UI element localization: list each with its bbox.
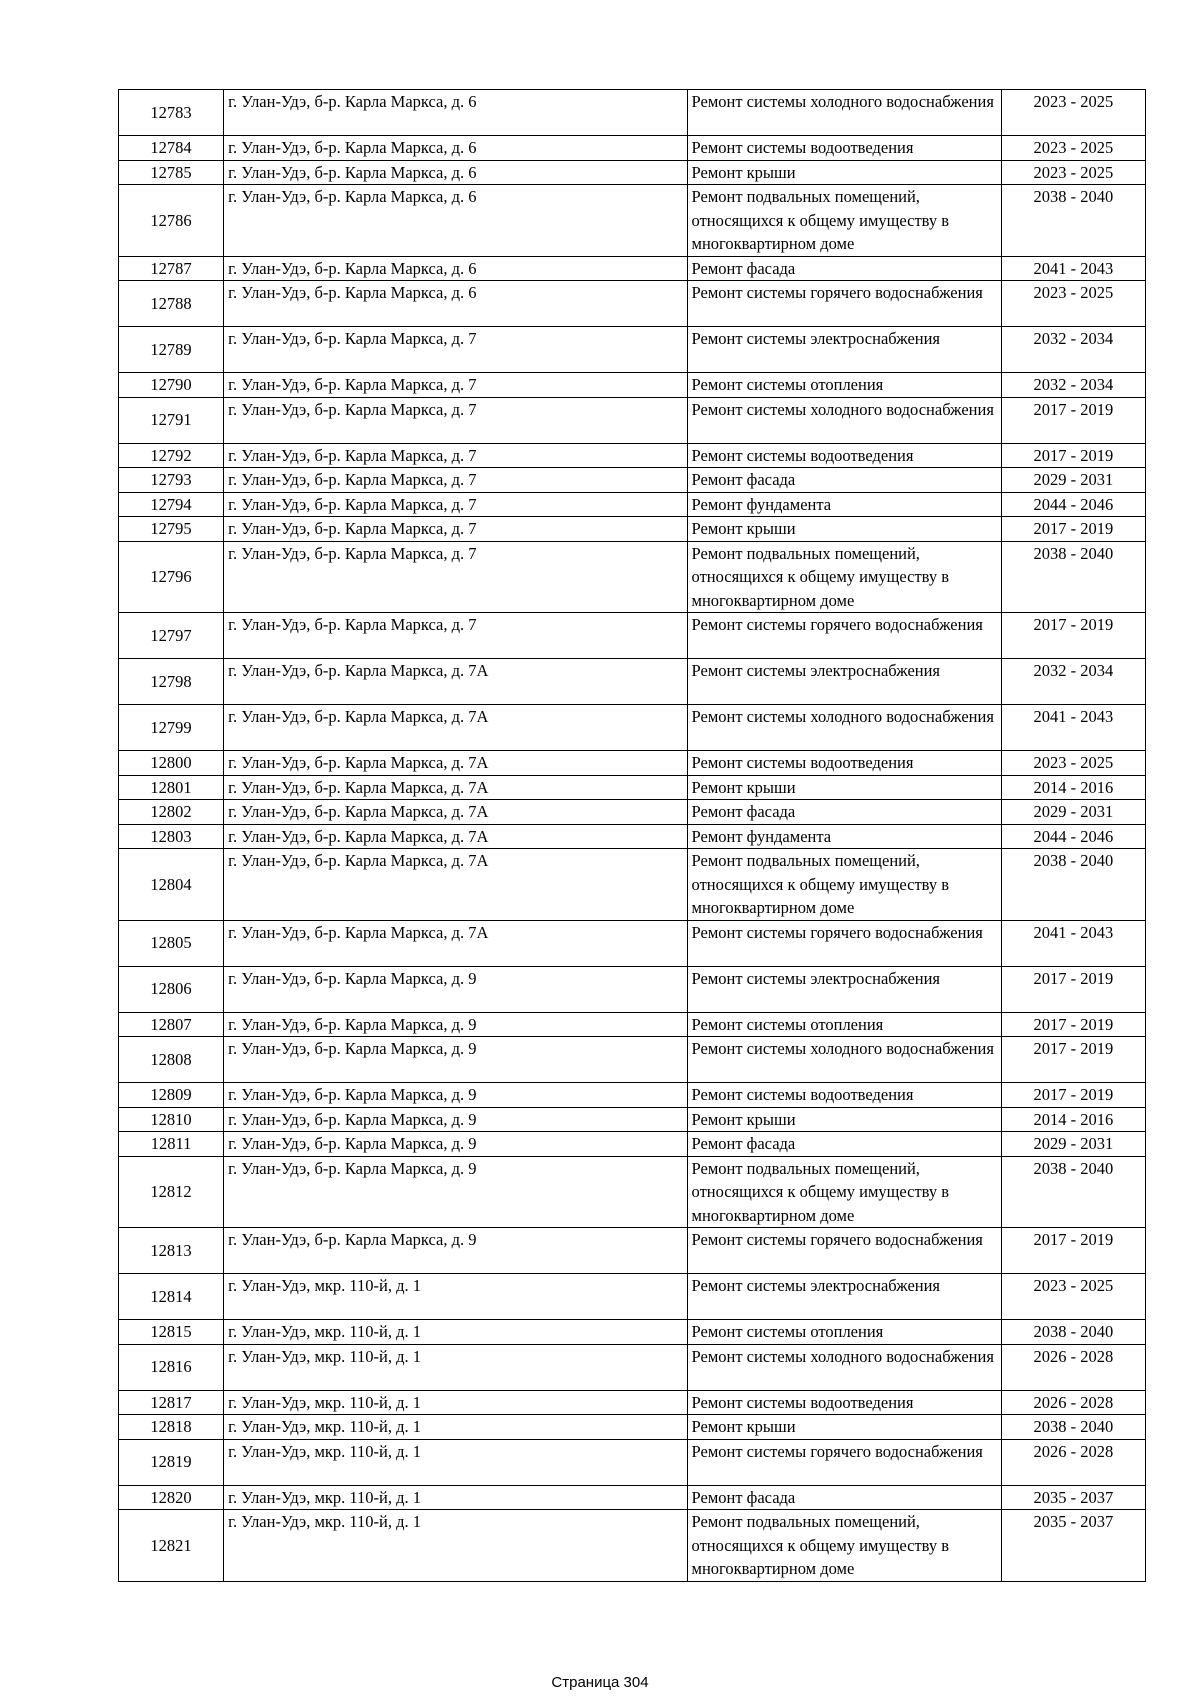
- row-number-cell: 12792: [119, 443, 224, 468]
- period-cell: 2038 - 2040: [1001, 1156, 1145, 1228]
- address-cell: г. Улан-Удэ, б-р. Карла Маркса, д. 6: [224, 160, 687, 185]
- address-cell: г. Улан-Удэ, мкр. 110-й, д. 1: [224, 1510, 687, 1582]
- work-type-cell: Ремонт системы холодного водоснабжения: [687, 705, 1001, 751]
- work-type-cell: Ремонт подвальных помещений, относящихся к общему имуществу в многоквартирном доме: [687, 185, 1001, 257]
- table-row: [119, 613, 1146, 659]
- work-type-cell: Ремонт крыши: [687, 517, 1001, 542]
- work-type-cell: Ремонт фасада: [687, 1485, 1001, 1510]
- period-cell: 2035 - 2037: [1001, 1485, 1145, 1510]
- period-cell: 2017 - 2019: [1001, 1228, 1145, 1274]
- table-row: [119, 1274, 1146, 1320]
- period-cell: 2044 - 2046: [1001, 824, 1145, 849]
- table-row: [119, 281, 1146, 327]
- period-cell: 2026 - 2028: [1001, 1390, 1145, 1415]
- row-number-cell: 12819: [119, 1439, 224, 1485]
- table-row: [119, 1485, 1146, 1510]
- address-cell: г. Улан-Удэ, б-р. Карла Маркса, д. 9: [224, 1037, 687, 1083]
- row-number-cell: 12784: [119, 136, 224, 161]
- work-type-cell: Ремонт системы водоотведения: [687, 443, 1001, 468]
- row-number-cell: 12813: [119, 1228, 224, 1274]
- work-type-cell: Ремонт системы водоотведения: [687, 751, 1001, 776]
- period-cell: 2038 - 2040: [1001, 1415, 1145, 1440]
- work-type-cell: Ремонт системы холодного водоснабжения: [687, 397, 1001, 443]
- period-cell: 2041 - 2043: [1001, 705, 1145, 751]
- work-type-cell: Ремонт крыши: [687, 160, 1001, 185]
- address-cell: г. Улан-Удэ, б-р. Карла Маркса, д. 9: [224, 1107, 687, 1132]
- table-row: [119, 966, 1146, 1012]
- period-cell: 2014 - 2016: [1001, 1107, 1145, 1132]
- row-number-cell: 12818: [119, 1415, 224, 1440]
- work-type-cell: Ремонт системы холодного водоснабжения: [687, 1037, 1001, 1083]
- period-cell: 2041 - 2043: [1001, 256, 1145, 281]
- period-cell: 2029 - 2031: [1001, 800, 1145, 825]
- address-cell: г. Улан-Удэ, мкр. 110-й, д. 1: [224, 1344, 687, 1390]
- row-number-cell: 12808: [119, 1037, 224, 1083]
- table-row: [119, 751, 1146, 776]
- row-number-cell: 12783: [119, 90, 224, 136]
- work-type-cell: Ремонт фундамента: [687, 824, 1001, 849]
- address-cell: г. Улан-Удэ, б-р. Карла Маркса, д. 9: [224, 1228, 687, 1274]
- period-cell: 2032 - 2034: [1001, 659, 1145, 705]
- work-type-cell: Ремонт подвальных помещений, относящихся к общему имуществу в многоквартирном доме: [687, 1510, 1001, 1582]
- address-cell: г. Улан-Удэ, б-р. Карла Маркса, д. 9: [224, 966, 687, 1012]
- table-row: [119, 160, 1146, 185]
- work-type-cell: Ремонт крыши: [687, 775, 1001, 800]
- table-row: [119, 1132, 1146, 1157]
- table-row: [119, 1083, 1146, 1108]
- work-type-cell: Ремонт системы горячего водоснабжения: [687, 1439, 1001, 1485]
- table-row: [119, 1415, 1146, 1440]
- row-number-cell: 12799: [119, 705, 224, 751]
- row-number-cell: 12812: [119, 1156, 224, 1228]
- table-body: [119, 90, 1146, 1582]
- work-type-cell: Ремонт фасада: [687, 1132, 1001, 1157]
- work-type-cell: Ремонт системы отопления: [687, 1320, 1001, 1345]
- table-row: [119, 1156, 1146, 1228]
- address-cell: г. Улан-Удэ, б-р. Карла Маркса, д. 9: [224, 1132, 687, 1157]
- work-type-cell: Ремонт системы водоотведения: [687, 1083, 1001, 1108]
- capital-repair-table: [118, 89, 1146, 1582]
- table-row: [119, 256, 1146, 281]
- table-row: [119, 920, 1146, 966]
- work-type-cell: Ремонт фасада: [687, 468, 1001, 493]
- period-cell: 2038 - 2040: [1001, 1320, 1145, 1345]
- table-row: [119, 800, 1146, 825]
- row-number-cell: 12793: [119, 468, 224, 493]
- address-cell: г. Улан-Удэ, мкр. 110-й, д. 1: [224, 1320, 687, 1345]
- work-type-cell: Ремонт системы горячего водоснабжения: [687, 613, 1001, 659]
- period-cell: 2035 - 2037: [1001, 1510, 1145, 1582]
- period-cell: 2038 - 2040: [1001, 185, 1145, 257]
- work-type-cell: Ремонт подвальных помещений, относящихся к общему имуществу в многоквартирном доме: [687, 541, 1001, 613]
- row-number-cell: 12798: [119, 659, 224, 705]
- period-cell: 2032 - 2034: [1001, 327, 1145, 373]
- row-number-cell: 12805: [119, 920, 224, 966]
- address-cell: г. Улан-Удэ, б-р. Карла Маркса, д. 7: [224, 468, 687, 493]
- work-type-cell: Ремонт системы горячего водоснабжения: [687, 1228, 1001, 1274]
- work-type-cell: Ремонт системы отопления: [687, 1012, 1001, 1037]
- address-cell: г. Улан-Удэ, б-р. Карла Маркса, д. 7: [224, 397, 687, 443]
- period-cell: 2017 - 2019: [1001, 443, 1145, 468]
- period-cell: 2017 - 2019: [1001, 1083, 1145, 1108]
- work-type-cell: Ремонт системы холодного водоснабжения: [687, 90, 1001, 136]
- row-number-cell: 12789: [119, 327, 224, 373]
- table-row: [119, 397, 1146, 443]
- period-cell: 2029 - 2031: [1001, 468, 1145, 493]
- table-row: [119, 1510, 1146, 1582]
- work-type-cell: Ремонт крыши: [687, 1415, 1001, 1440]
- work-type-cell: Ремонт системы электроснабжения: [687, 659, 1001, 705]
- table-row: [119, 1439, 1146, 1485]
- address-cell: г. Улан-Удэ, б-р. Карла Маркса, д. 7А: [224, 800, 687, 825]
- table-row: [119, 373, 1146, 398]
- address-cell: г. Улан-Удэ, б-р. Карла Маркса, д. 6: [224, 256, 687, 281]
- address-cell: г. Улан-Удэ, б-р. Карла Маркса, д. 9: [224, 1083, 687, 1108]
- period-cell: 2023 - 2025: [1001, 281, 1145, 327]
- address-cell: г. Улан-Удэ, б-р. Карла Маркса, д. 7: [224, 373, 687, 398]
- row-number-cell: 12811: [119, 1132, 224, 1157]
- address-cell: г. Улан-Удэ, б-р. Карла Маркса, д. 7: [224, 327, 687, 373]
- work-type-cell: Ремонт системы электроснабжения: [687, 1274, 1001, 1320]
- address-cell: г. Улан-Удэ, б-р. Карла Маркса, д. 6: [224, 185, 687, 257]
- period-cell: 2017 - 2019: [1001, 397, 1145, 443]
- row-number-cell: 12797: [119, 613, 224, 659]
- address-cell: г. Улан-Удэ, б-р. Карла Маркса, д. 7: [224, 541, 687, 613]
- row-number-cell: 12820: [119, 1485, 224, 1510]
- table-row: [119, 541, 1146, 613]
- row-number-cell: 12802: [119, 800, 224, 825]
- work-type-cell: Ремонт фасада: [687, 800, 1001, 825]
- row-number-cell: 12791: [119, 397, 224, 443]
- address-cell: г. Улан-Удэ, б-р. Карла Маркса, д. 7: [224, 492, 687, 517]
- period-cell: 2017 - 2019: [1001, 966, 1145, 1012]
- table-row: [119, 705, 1146, 751]
- work-type-cell: Ремонт системы электроснабжения: [687, 327, 1001, 373]
- row-number-cell: 12794: [119, 492, 224, 517]
- work-type-cell: Ремонт подвальных помещений, относящихся к общему имуществу в многоквартирном доме: [687, 849, 1001, 921]
- table-row: [119, 775, 1146, 800]
- period-cell: 2023 - 2025: [1001, 160, 1145, 185]
- work-type-cell: Ремонт фасада: [687, 256, 1001, 281]
- row-number-cell: 12806: [119, 966, 224, 1012]
- address-cell: г. Улан-Удэ, б-р. Карла Маркса, д. 9: [224, 1156, 687, 1228]
- period-cell: 2041 - 2043: [1001, 920, 1145, 966]
- row-number-cell: 12803: [119, 824, 224, 849]
- address-cell: г. Улан-Удэ, б-р. Карла Маркса, д. 6: [224, 90, 687, 136]
- address-cell: г. Улан-Удэ, б-р. Карла Маркса, д. 7А: [224, 920, 687, 966]
- row-number-cell: 12821: [119, 1510, 224, 1582]
- row-number-cell: 12785: [119, 160, 224, 185]
- table-row: [119, 1037, 1146, 1083]
- work-type-cell: Ремонт фундамента: [687, 492, 1001, 517]
- row-number-cell: 12814: [119, 1274, 224, 1320]
- row-number-cell: 12800: [119, 751, 224, 776]
- row-number-cell: 12815: [119, 1320, 224, 1345]
- address-cell: г. Улан-Удэ, мкр. 110-й, д. 1: [224, 1415, 687, 1440]
- address-cell: г. Улан-Удэ, мкр. 110-й, д. 1: [224, 1485, 687, 1510]
- row-number-cell: 12796: [119, 541, 224, 613]
- address-cell: г. Улан-Удэ, б-р. Карла Маркса, д. 7А: [224, 659, 687, 705]
- address-cell: г. Улан-Удэ, мкр. 110-й, д. 1: [224, 1439, 687, 1485]
- table-row: [119, 849, 1146, 921]
- work-type-cell: Ремонт системы горячего водоснабжения: [687, 281, 1001, 327]
- work-type-cell: Ремонт системы электроснабжения: [687, 966, 1001, 1012]
- row-number-cell: 12787: [119, 256, 224, 281]
- row-number-cell: 12810: [119, 1107, 224, 1132]
- table-row: [119, 443, 1146, 468]
- table-row: [119, 90, 1146, 136]
- period-cell: 2038 - 2040: [1001, 541, 1145, 613]
- table-row: [119, 824, 1146, 849]
- address-cell: г. Улан-Удэ, мкр. 110-й, д. 1: [224, 1390, 687, 1415]
- period-cell: 2026 - 2028: [1001, 1344, 1145, 1390]
- row-number-cell: 12788: [119, 281, 224, 327]
- period-cell: 2017 - 2019: [1001, 1012, 1145, 1037]
- work-type-cell: Ремонт системы водоотведения: [687, 136, 1001, 161]
- row-number-cell: 12809: [119, 1083, 224, 1108]
- address-cell: г. Улан-Удэ, б-р. Карла Маркса, д. 7А: [224, 705, 687, 751]
- period-cell: 2017 - 2019: [1001, 517, 1145, 542]
- period-cell: 2023 - 2025: [1001, 136, 1145, 161]
- work-type-cell: Ремонт системы холодного водоснабжения: [687, 1344, 1001, 1390]
- period-cell: 2026 - 2028: [1001, 1439, 1145, 1485]
- address-cell: г. Улан-Удэ, б-р. Карла Маркса, д. 6: [224, 281, 687, 327]
- address-cell: г. Улан-Удэ, б-р. Карла Маркса, д. 9: [224, 1012, 687, 1037]
- table-row: [119, 327, 1146, 373]
- page-number: Страница 304: [551, 1674, 649, 1691]
- row-number-cell: 12804: [119, 849, 224, 921]
- table-row: [119, 1107, 1146, 1132]
- table-row: [119, 517, 1146, 542]
- row-number-cell: 12807: [119, 1012, 224, 1037]
- address-cell: г. Улан-Удэ, б-р. Карла Маркса, д. 7А: [224, 849, 687, 921]
- row-number-cell: 12801: [119, 775, 224, 800]
- table-row: [119, 1228, 1146, 1274]
- row-number-cell: 12795: [119, 517, 224, 542]
- address-cell: г. Улан-Удэ, б-р. Карла Маркса, д. 7А: [224, 775, 687, 800]
- table-row: [119, 1012, 1146, 1037]
- table-row: [119, 492, 1146, 517]
- period-cell: 2023 - 2025: [1001, 751, 1145, 776]
- period-cell: 2038 - 2040: [1001, 849, 1145, 921]
- period-cell: 2023 - 2025: [1001, 1274, 1145, 1320]
- period-cell: 2032 - 2034: [1001, 373, 1145, 398]
- address-cell: г. Улан-Удэ, б-р. Карла Маркса, д. 7: [224, 517, 687, 542]
- row-number-cell: 12790: [119, 373, 224, 398]
- row-number-cell: 12817: [119, 1390, 224, 1415]
- period-cell: 2023 - 2025: [1001, 90, 1145, 136]
- work-type-cell: Ремонт системы водоотведения: [687, 1390, 1001, 1415]
- table-row: [119, 136, 1146, 161]
- period-cell: 2017 - 2019: [1001, 1037, 1145, 1083]
- table-row: [119, 468, 1146, 493]
- row-number-cell: 12816: [119, 1344, 224, 1390]
- table-row: [119, 1320, 1146, 1345]
- address-cell: г. Улан-Удэ, мкр. 110-й, д. 1: [224, 1274, 687, 1320]
- row-number-cell: 12786: [119, 185, 224, 257]
- table-row: [119, 1344, 1146, 1390]
- period-cell: 2014 - 2016: [1001, 775, 1145, 800]
- table-row: [119, 185, 1146, 257]
- work-type-cell: Ремонт подвальных помещений, относящихся к общему имуществу в многоквартирном доме: [687, 1156, 1001, 1228]
- address-cell: г. Улан-Удэ, б-р. Карла Маркса, д. 7: [224, 443, 687, 468]
- period-cell: 2029 - 2031: [1001, 1132, 1145, 1157]
- work-type-cell: Ремонт системы отопления: [687, 373, 1001, 398]
- address-cell: г. Улан-Удэ, б-р. Карла Маркса, д. 7А: [224, 824, 687, 849]
- address-cell: г. Улан-Удэ, б-р. Карла Маркса, д. 7А: [224, 751, 687, 776]
- address-cell: г. Улан-Удэ, б-р. Карла Маркса, д. 7: [224, 613, 687, 659]
- period-cell: 2017 - 2019: [1001, 613, 1145, 659]
- work-type-cell: Ремонт системы горячего водоснабжения: [687, 920, 1001, 966]
- table-row: [119, 1390, 1146, 1415]
- period-cell: 2044 - 2046: [1001, 492, 1145, 517]
- table-row: [119, 659, 1146, 705]
- work-type-cell: Ремонт крыши: [687, 1107, 1001, 1132]
- address-cell: г. Улан-Удэ, б-р. Карла Маркса, д. 6: [224, 136, 687, 161]
